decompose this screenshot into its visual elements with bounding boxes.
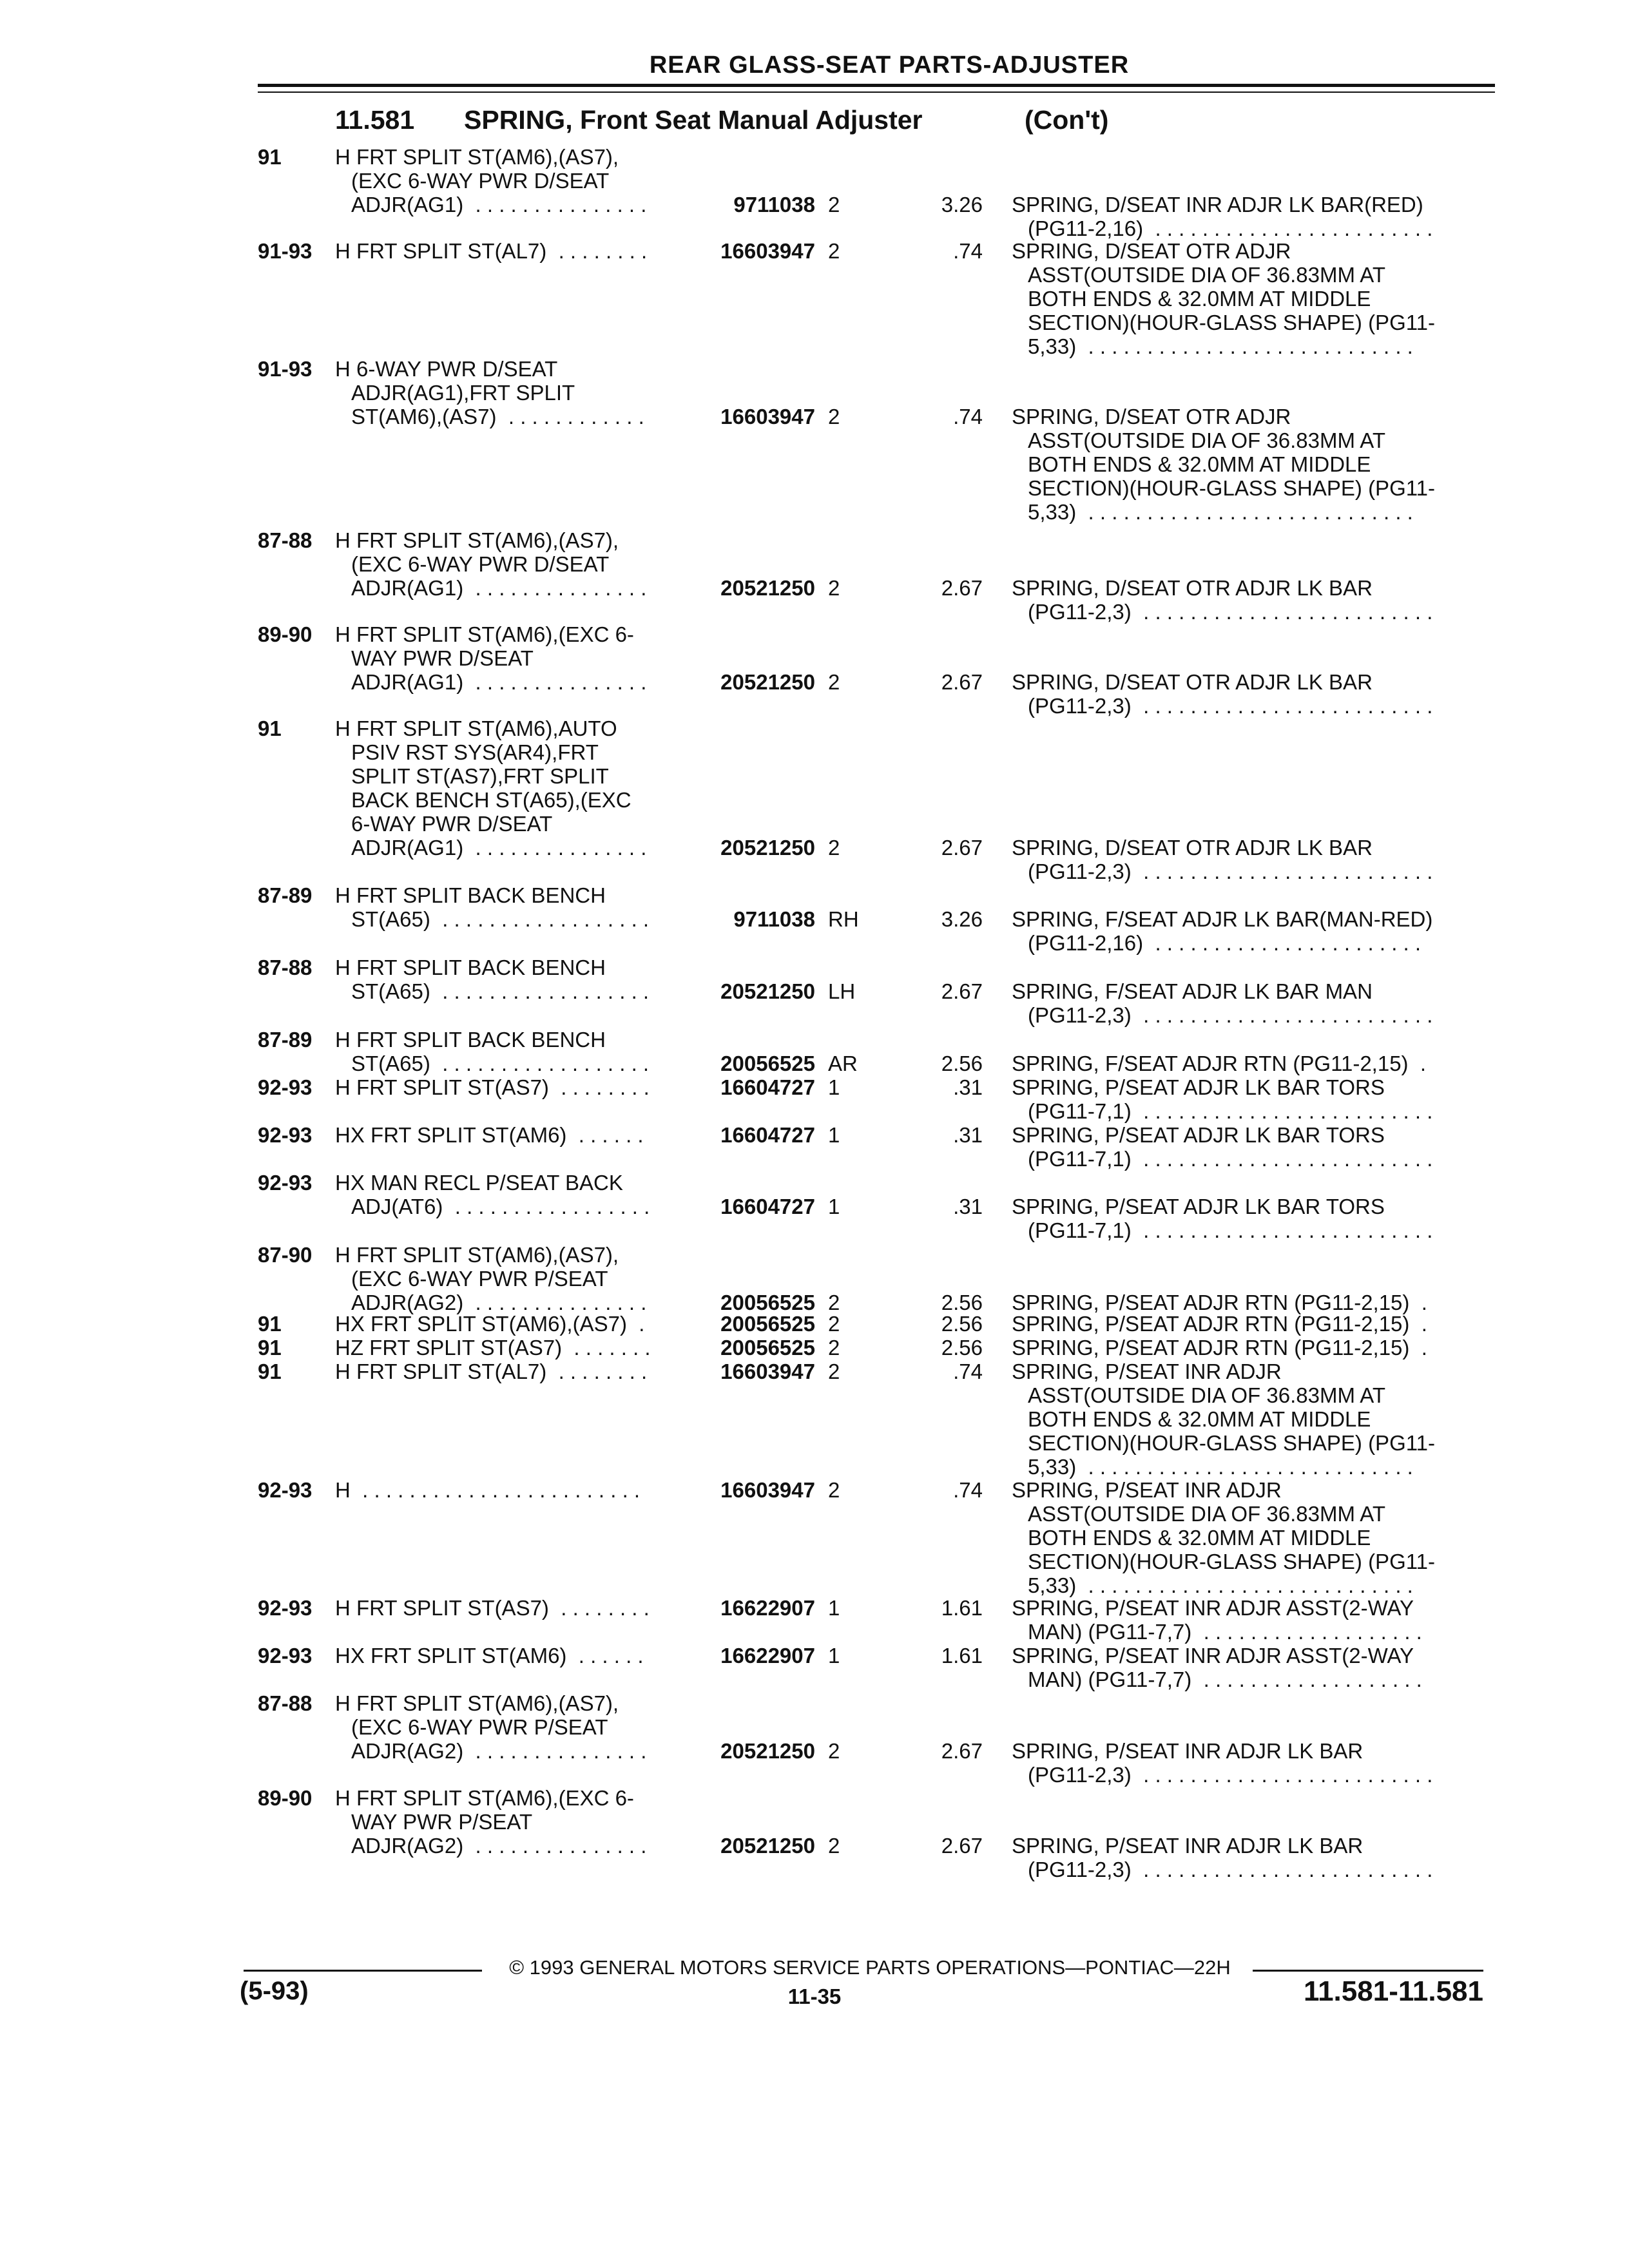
part-name-line: ASST(OUTSIDE DIA OF 36.83MM AT bbox=[1028, 263, 1386, 287]
model-years: 91 bbox=[258, 716, 282, 740]
part-name-line: MAN) (PG11-7,7) . . . . . . . . . . . . . . . . . . . bbox=[1028, 1620, 1422, 1644]
model-years: 91 bbox=[258, 145, 282, 169]
part-name-line: SECTION)(HOUR-GLASS SHAPE) (PG11- bbox=[1028, 1431, 1435, 1455]
part-name bbox=[1012, 670, 1476, 718]
quantity: 2 bbox=[828, 1834, 840, 1858]
part-name bbox=[1012, 1596, 1476, 1644]
model-years: 87-90 bbox=[258, 1243, 313, 1267]
usage-line: HX MAN RECL P/SEAT BACK bbox=[335, 1171, 623, 1195]
part-number: 16604727 bbox=[720, 1123, 815, 1147]
part-name-line: SPRING, P/SEAT ADJR LK BAR TORS bbox=[1012, 1075, 1385, 1099]
part-name-line: SPRING, D/SEAT INR ADJR LK BAR(RED) bbox=[1012, 193, 1423, 216]
quantity: 2 bbox=[828, 193, 840, 216]
usage-description bbox=[335, 357, 683, 428]
usage-description bbox=[335, 528, 683, 600]
model-years: 92-93 bbox=[258, 1075, 313, 1099]
footer-rule-left bbox=[244, 1970, 482, 1972]
usage-description bbox=[335, 622, 683, 694]
usage-line: H . . . . . . . . . . . . . . . . . . . . . . . . bbox=[335, 1478, 641, 1502]
part-name-line: 5,33) . . . . . . . . . . . . . . . . . . . . . . . . . . . . bbox=[1028, 500, 1413, 524]
part-number: 16604727 bbox=[720, 1195, 815, 1218]
usage-line: H FRT SPLIT ST(AM6),(AS7), bbox=[335, 1243, 619, 1267]
part-name bbox=[1012, 1644, 1476, 1691]
usage-description bbox=[335, 1123, 683, 1147]
part-name-line: 5,33) . . . . . . . . . . . . . . . . . . . . . . . . . . . . bbox=[1028, 1455, 1413, 1479]
quantity: 2 bbox=[828, 1312, 840, 1336]
section-title: REAR GLASS-SEAT PARTS-ADJUSTER bbox=[649, 52, 1130, 79]
usage-line: H FRT SPLIT ST(AM6),(EXC 6- bbox=[335, 622, 634, 646]
part-number: 16603947 bbox=[720, 1478, 815, 1502]
quantity: RH bbox=[828, 907, 859, 931]
header-rule-thick bbox=[258, 84, 1495, 87]
part-name bbox=[1012, 1360, 1476, 1479]
part-name-line: SPRING, P/SEAT ADJR RTN (PG11-2,15) . bbox=[1012, 1291, 1427, 1314]
part-number: 20056525 bbox=[720, 1052, 815, 1075]
model-years: 87-88 bbox=[258, 1691, 313, 1715]
part-name bbox=[1012, 1052, 1476, 1075]
part-name bbox=[1012, 1739, 1476, 1787]
usage-line: BACK BENCH ST(A65),(EXC bbox=[351, 788, 631, 812]
usage-line: ADJR(AG1) . . . . . . . . . . . . . . . bbox=[351, 193, 647, 216]
quantity: 1 bbox=[828, 1195, 840, 1218]
usage-line: SPLIT ST(AS7),FRT SPLIT bbox=[351, 764, 609, 788]
part-name bbox=[1012, 836, 1476, 883]
usage-line: (EXC 6-WAY PWR P/SEAT bbox=[351, 1267, 608, 1291]
usage-line: ADJR(AG1) . . . . . . . . . . . . . . . bbox=[351, 576, 647, 600]
usage-line: H FRT SPLIT ST(AL7) . . . . . . . . bbox=[335, 1360, 648, 1383]
price: .74 bbox=[953, 1360, 983, 1383]
usage-description bbox=[335, 1171, 683, 1218]
part-name-line: SPRING, P/SEAT ADJR RTN (PG11-2,15) . bbox=[1012, 1336, 1427, 1360]
part-name-line: SPRING, P/SEAT ADJR LK BAR TORS bbox=[1012, 1195, 1385, 1218]
part-name-line: SPRING, F/SEAT ADJR RTN (PG11-2,15) . bbox=[1012, 1052, 1427, 1075]
usage-description bbox=[335, 1478, 683, 1502]
usage-line: H FRT SPLIT ST(AM6),(EXC 6- bbox=[335, 1786, 634, 1810]
usage-line: HZ FRT SPLIT ST(AS7) . . . . . . . bbox=[335, 1336, 651, 1360]
model-years: 92-93 bbox=[258, 1478, 313, 1502]
part-name-line: (PG11-7,1) . . . . . . . . . . . . . . . . . . . . . . . . . bbox=[1028, 1099, 1433, 1123]
price: 1.61 bbox=[941, 1644, 983, 1667]
part-name-line: SPRING, P/SEAT INR ADJR bbox=[1012, 1360, 1282, 1383]
part-name-line: (PG11-2,3) . . . . . . . . . . . . . . . . . . . . . . . . . bbox=[1028, 1003, 1433, 1027]
part-number: 20521250 bbox=[720, 979, 815, 1003]
model-years: 91 bbox=[258, 1360, 282, 1383]
price: .74 bbox=[953, 1478, 983, 1502]
quantity: 2 bbox=[828, 1336, 840, 1360]
part-number: 16603947 bbox=[720, 405, 815, 428]
usage-description bbox=[335, 883, 683, 931]
part-name bbox=[1012, 1336, 1476, 1360]
quantity: 2 bbox=[828, 1360, 840, 1383]
part-number: 20521250 bbox=[720, 670, 815, 694]
part-name-line: ASST(OUTSIDE DIA OF 36.83MM AT bbox=[1028, 428, 1386, 452]
part-name-line: (PG11-2,16) . . . . . . . . . . . . . . . . . . . . . . . . bbox=[1028, 216, 1433, 240]
price: .74 bbox=[953, 405, 983, 428]
footer-group-range: 11.581-11.581 bbox=[1304, 1975, 1483, 2007]
model-years: 91 bbox=[258, 1312, 282, 1336]
header-rule-thin bbox=[258, 91, 1495, 93]
usage-line: H FRT SPLIT ST(AM6),(AS7), bbox=[335, 528, 619, 552]
part-name-line: (PG11-7,1) . . . . . . . . . . . . . . . . . . . . . . . . . bbox=[1028, 1218, 1433, 1242]
usage-description bbox=[335, 1691, 683, 1763]
part-number: 9711038 bbox=[733, 193, 815, 216]
part-name-line: (PG11-2,3) . . . . . . . . . . . . . . . . . . . . . . . . . bbox=[1028, 860, 1433, 883]
usage-line: H FRT SPLIT ST(AM6),(AS7), bbox=[335, 1691, 619, 1715]
price: .74 bbox=[953, 239, 983, 263]
usage-line: H FRT SPLIT ST(AM6),(AS7), bbox=[335, 145, 619, 169]
model-years: 87-88 bbox=[258, 956, 313, 979]
part-name bbox=[1012, 1195, 1476, 1242]
part-number: 20056525 bbox=[720, 1312, 815, 1336]
model-years: 91-93 bbox=[258, 239, 313, 263]
usage-line: ADJR(AG2) . . . . . . . . . . . . . . . bbox=[351, 1739, 647, 1763]
usage-line: H FRT SPLIT BACK BENCH bbox=[335, 1028, 606, 1052]
usage-line: ST(A65) . . . . . . . . . . . . . . . . . . bbox=[351, 979, 650, 1003]
quantity: 2 bbox=[828, 405, 840, 428]
usage-line: ADJR(AG1) . . . . . . . . . . . . . . . bbox=[351, 670, 647, 694]
usage-description bbox=[335, 1075, 683, 1099]
part-name-line: (PG11-2,3) . . . . . . . . . . . . . . . . . . . . . . . . . bbox=[1028, 1763, 1433, 1787]
part-name-line: SPRING, P/SEAT INR ADJR bbox=[1012, 1478, 1282, 1502]
quantity: 2 bbox=[828, 1291, 840, 1314]
part-number: 16604727 bbox=[720, 1075, 815, 1099]
price: 2.56 bbox=[941, 1336, 983, 1360]
part-name-line: (PG11-2,3) . . . . . . . . . . . . . . . . . . . . . . . . . bbox=[1028, 600, 1433, 624]
part-name-line: SPRING, D/SEAT OTR ADJR LK BAR bbox=[1012, 576, 1373, 600]
part-name bbox=[1012, 193, 1476, 240]
usage-description bbox=[335, 1644, 683, 1667]
part-name-line: SPRING, P/SEAT ADJR LK BAR TORS bbox=[1012, 1123, 1385, 1147]
part-name-line: 5,33) . . . . . . . . . . . . . . . . . . . . . . . . . . . . bbox=[1028, 1573, 1413, 1597]
part-name-line: SPRING, F/SEAT ADJR LK BAR MAN bbox=[1012, 979, 1373, 1003]
part-name bbox=[1012, 1834, 1476, 1881]
part-name bbox=[1012, 239, 1476, 358]
quantity: 2 bbox=[828, 576, 840, 600]
quantity: 1 bbox=[828, 1123, 840, 1147]
usage-line: ADJR(AG1) . . . . . . . . . . . . . . . bbox=[351, 836, 647, 860]
price: 2.56 bbox=[941, 1312, 983, 1336]
usage-line: H FRT SPLIT ST(AM6),AUTO bbox=[335, 716, 617, 740]
part-name-line: SPRING, D/SEAT OTR ADJR LK BAR bbox=[1012, 670, 1373, 694]
usage-line: H FRT SPLIT BACK BENCH bbox=[335, 956, 606, 979]
quantity: 2 bbox=[828, 1739, 840, 1763]
part-number: 16622907 bbox=[720, 1596, 815, 1620]
usage-line: ST(A65) . . . . . . . . . . . . . . . . . . bbox=[351, 1052, 650, 1075]
usage-description bbox=[335, 1360, 683, 1383]
part-name-line: SPRING, P/SEAT INR ADJR ASST(2-WAY bbox=[1012, 1644, 1414, 1667]
price: 2.67 bbox=[941, 1739, 983, 1763]
part-name-line: BOTH ENDS & 32.0MM AT MIDDLE bbox=[1028, 287, 1371, 311]
usage-description bbox=[335, 1028, 683, 1075]
part-name-line: SPRING, D/SEAT OTR ADJR LK BAR bbox=[1012, 836, 1373, 860]
usage-description bbox=[335, 1786, 683, 1858]
usage-line: H 6-WAY PWR D/SEAT bbox=[335, 357, 558, 381]
usage-line: (EXC 6-WAY PWR D/SEAT bbox=[351, 169, 610, 193]
price: .31 bbox=[953, 1123, 983, 1147]
part-number: 20521250 bbox=[720, 576, 815, 600]
usage-description bbox=[335, 716, 683, 860]
model-years: 89-90 bbox=[258, 622, 313, 646]
price: 2.56 bbox=[941, 1052, 983, 1075]
usage-line: ADJ(AT6) . . . . . . . . . . . . . . . . . bbox=[351, 1195, 650, 1218]
part-name-line: SPRING, P/SEAT INR ADJR LK BAR bbox=[1012, 1739, 1364, 1763]
usage-description bbox=[335, 956, 683, 1003]
part-name-line: BOTH ENDS & 32.0MM AT MIDDLE bbox=[1028, 1526, 1371, 1550]
part-name bbox=[1012, 1478, 1476, 1597]
usage-line: PSIV RST SYS(AR4),FRT bbox=[351, 740, 599, 764]
price: .31 bbox=[953, 1195, 983, 1218]
usage-line: H FRT SPLIT ST(AS7) . . . . . . . . bbox=[335, 1596, 650, 1620]
part-name bbox=[1012, 907, 1476, 955]
usage-description bbox=[335, 1312, 683, 1336]
part-name-line: 5,33) . . . . . . . . . . . . . . . . . . . . . . . . . . . . bbox=[1028, 334, 1413, 358]
usage-line: H FRT SPLIT ST(AL7) . . . . . . . . bbox=[335, 239, 648, 263]
part-name bbox=[1012, 576, 1476, 624]
quantity: 1 bbox=[828, 1596, 840, 1620]
part-name-line: SPRING, D/SEAT OTR ADJR bbox=[1012, 239, 1291, 263]
part-name-line: SPRING, D/SEAT OTR ADJR bbox=[1012, 405, 1291, 428]
quantity: 2 bbox=[828, 836, 840, 860]
part-number: 20521250 bbox=[720, 1739, 815, 1763]
quantity: 2 bbox=[828, 1478, 840, 1502]
usage-line: HX FRT SPLIT ST(AM6) . . . . . . bbox=[335, 1644, 644, 1667]
footer-rule-right bbox=[1253, 1970, 1483, 1972]
price: 2.67 bbox=[941, 576, 983, 600]
price: .31 bbox=[953, 1075, 983, 1099]
usage-description bbox=[335, 239, 683, 263]
usage-line: WAY PWR P/SEAT bbox=[351, 1810, 533, 1834]
price: 2.67 bbox=[941, 979, 983, 1003]
model-years: 92-93 bbox=[258, 1596, 313, 1620]
part-name bbox=[1012, 1123, 1476, 1171]
part-number: 16622907 bbox=[720, 1644, 815, 1667]
group-heading bbox=[335, 105, 1108, 135]
usage-line: H FRT SPLIT ST(AS7) . . . . . . . . bbox=[335, 1075, 650, 1099]
quantity: LH bbox=[828, 979, 856, 1003]
usage-line: ST(A65) . . . . . . . . . . . . . . . . . . bbox=[351, 907, 650, 931]
part-name-line: ASST(OUTSIDE DIA OF 36.83MM AT bbox=[1028, 1502, 1386, 1526]
usage-line: (EXC 6-WAY PWR P/SEAT bbox=[351, 1715, 608, 1739]
part-name-line: SPRING, P/SEAT INR ADJR LK BAR bbox=[1012, 1834, 1364, 1858]
usage-line: HX FRT SPLIT ST(AM6) . . . . . . bbox=[335, 1123, 644, 1147]
usage-description bbox=[335, 1596, 683, 1620]
price: 1.61 bbox=[941, 1596, 983, 1620]
part-number: 20521250 bbox=[720, 1834, 815, 1858]
footer-copyright: © 1993 GENERAL MOTORS SERVICE PARTS OPERATIONS—PONTIAC—22H bbox=[509, 1956, 1231, 1979]
group-continued: (Con't) bbox=[1025, 105, 1109, 135]
usage-line: H FRT SPLIT BACK BENCH bbox=[335, 883, 606, 907]
part-name bbox=[1012, 405, 1476, 524]
usage-line: ADJR(AG2) . . . . . . . . . . . . . . . bbox=[351, 1834, 647, 1858]
price: 2.67 bbox=[941, 1834, 983, 1858]
model-years: 91 bbox=[258, 1336, 282, 1360]
part-name-line: (PG11-2,3) . . . . . . . . . . . . . . . . . . . . . . . . . bbox=[1028, 1858, 1433, 1881]
part-name bbox=[1012, 979, 1476, 1027]
part-number: 20056525 bbox=[720, 1336, 815, 1360]
part-name-line: SPRING, P/SEAT ADJR RTN (PG11-2,15) . bbox=[1012, 1312, 1427, 1336]
part-name-line: BOTH ENDS & 32.0MM AT MIDDLE bbox=[1028, 452, 1371, 476]
part-number: 20521250 bbox=[720, 836, 815, 860]
part-name bbox=[1012, 1291, 1476, 1314]
part-name-line: SECTION)(HOUR-GLASS SHAPE) (PG11- bbox=[1028, 1550, 1435, 1573]
part-name-line: SECTION)(HOUR-GLASS SHAPE) (PG11- bbox=[1028, 311, 1435, 334]
usage-line: WAY PWR D/SEAT bbox=[351, 646, 534, 670]
part-name-line: BOTH ENDS & 32.0MM AT MIDDLE bbox=[1028, 1407, 1371, 1431]
group-description: SPRING, Front Seat Manual Adjuster bbox=[464, 105, 923, 135]
model-years: 92-93 bbox=[258, 1171, 313, 1195]
footer-date: (5-93) bbox=[240, 1977, 309, 2005]
quantity: 1 bbox=[828, 1644, 840, 1667]
usage-line: ADJR(AG1),FRT SPLIT bbox=[351, 381, 575, 405]
quantity: 1 bbox=[828, 1075, 840, 1099]
group-number: 11.581 bbox=[335, 105, 415, 135]
part-name-line: SECTION)(HOUR-GLASS SHAPE) (PG11- bbox=[1028, 476, 1435, 500]
model-years: 87-89 bbox=[258, 1028, 313, 1052]
part-number: 16603947 bbox=[720, 239, 815, 263]
model-years: 89-90 bbox=[258, 1786, 313, 1810]
part-number: 16603947 bbox=[720, 1360, 815, 1383]
quantity: AR bbox=[828, 1052, 858, 1075]
part-name-line: ASST(OUTSIDE DIA OF 36.83MM AT bbox=[1028, 1383, 1386, 1407]
price: 3.26 bbox=[941, 193, 983, 216]
model-years: 92-93 bbox=[258, 1123, 313, 1147]
price: 2.67 bbox=[941, 670, 983, 694]
part-number: 9711038 bbox=[733, 907, 815, 931]
price: 3.26 bbox=[941, 907, 983, 931]
usage-description bbox=[335, 1336, 683, 1360]
part-name-line: SPRING, P/SEAT INR ADJR ASST(2-WAY bbox=[1012, 1596, 1414, 1620]
usage-line: 6-WAY PWR D/SEAT bbox=[351, 812, 553, 836]
part-name-line: (PG11-2,16) . . . . . . . . . . . . . . . . . . . . . . . bbox=[1028, 931, 1422, 955]
part-name-line: (PG11-2,3) . . . . . . . . . . . . . . . . . . . . . . . . . bbox=[1028, 694, 1433, 718]
usage-line: ST(AM6),(AS7) . . . . . . . . . . . . bbox=[351, 405, 644, 428]
part-name bbox=[1012, 1075, 1476, 1123]
usage-line: ADJR(AG2) . . . . . . . . . . . . . . . bbox=[351, 1291, 647, 1314]
usage-description bbox=[335, 145, 683, 216]
quantity: 2 bbox=[828, 239, 840, 263]
usage-line: (EXC 6-WAY PWR D/SEAT bbox=[351, 552, 610, 576]
part-name-line: (PG11-7,1) . . . . . . . . . . . . . . . . . . . . . . . . . bbox=[1028, 1147, 1433, 1171]
footer-page-number: 11-35 bbox=[787, 1984, 842, 2008]
usage-description bbox=[335, 1243, 683, 1314]
part-name-line: SPRING, F/SEAT ADJR LK BAR(MAN-RED) bbox=[1012, 907, 1433, 931]
part-number: 20056525 bbox=[720, 1291, 815, 1314]
model-years: 91-93 bbox=[258, 357, 313, 381]
usage-line: HX FRT SPLIT ST(AM6),(AS7) . bbox=[335, 1312, 645, 1336]
part-name bbox=[1012, 1312, 1476, 1336]
price: 2.67 bbox=[941, 836, 983, 860]
model-years: 92-93 bbox=[258, 1644, 313, 1667]
price: 2.56 bbox=[941, 1291, 983, 1314]
model-years: 87-89 bbox=[258, 883, 313, 907]
model-years: 87-88 bbox=[258, 528, 313, 552]
quantity: 2 bbox=[828, 670, 840, 694]
part-name-line: MAN) (PG11-7,7) . . . . . . . . . . . . . . . . . . . bbox=[1028, 1667, 1422, 1691]
